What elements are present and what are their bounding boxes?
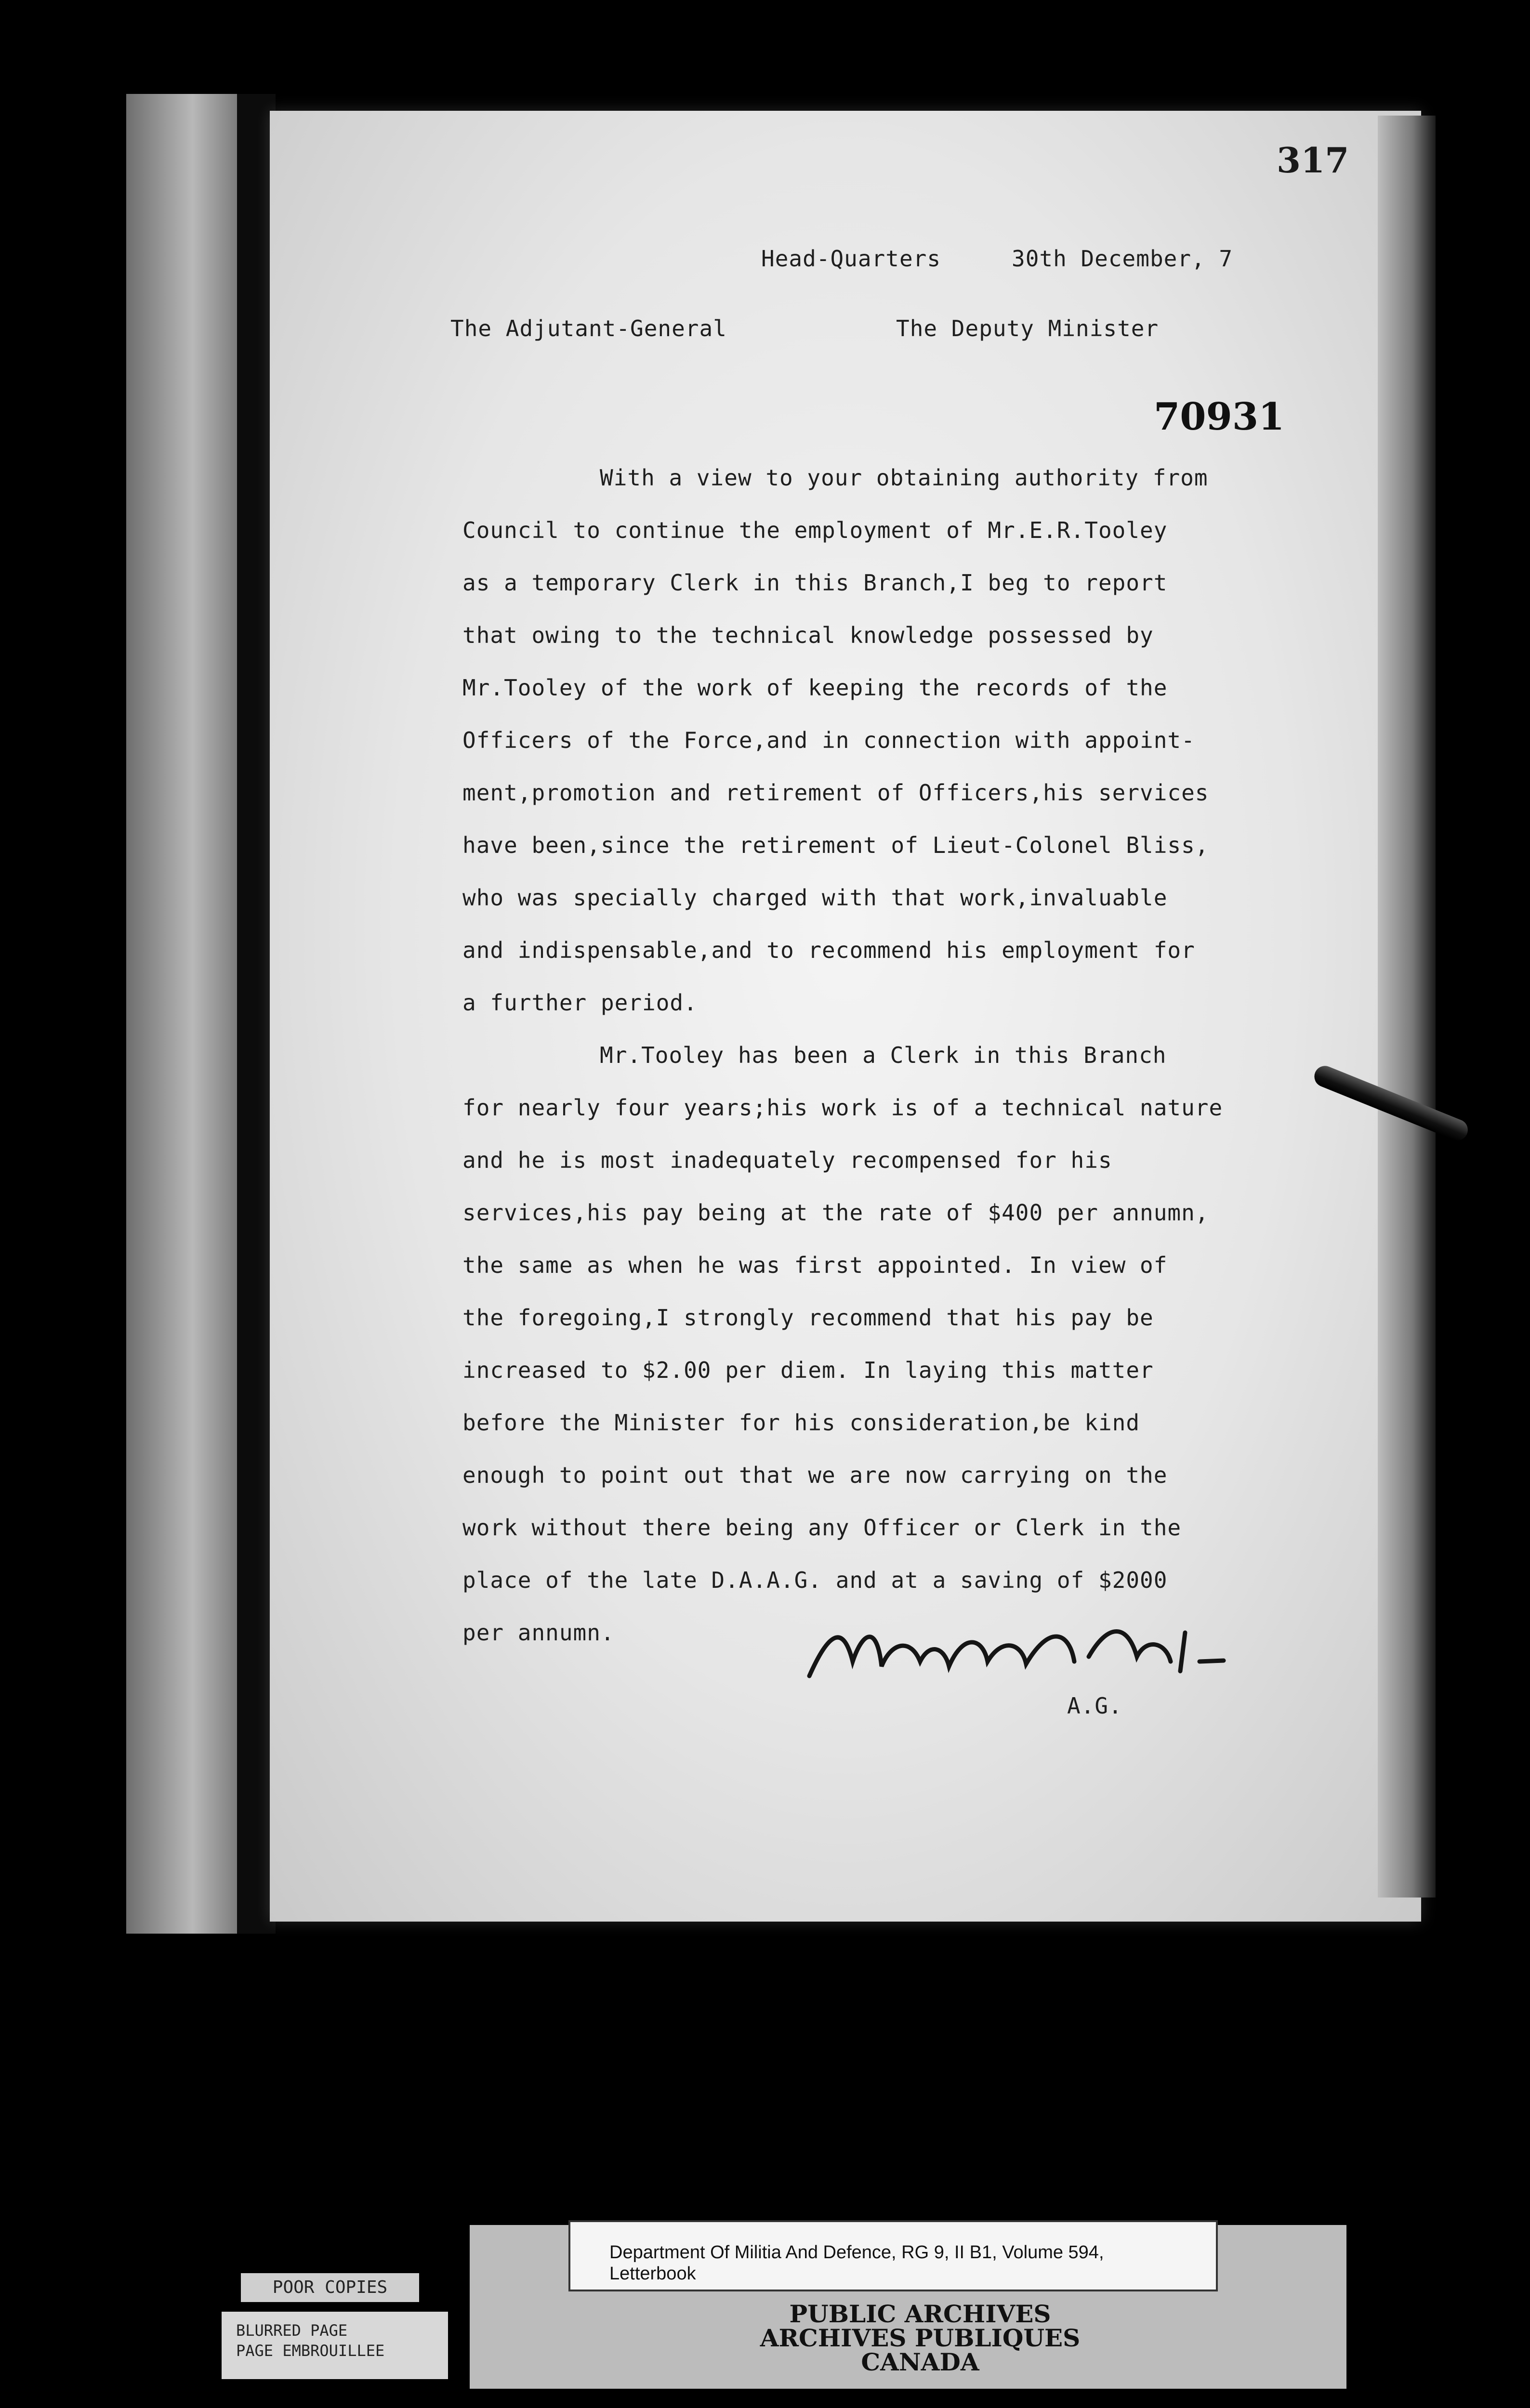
poor-copies-label: POOR COPIES <box>241 2273 419 2302</box>
body-line: enough to point out that we are now carrying on the <box>462 1462 1168 1488</box>
body-line: services,his pay being at the rate of $400 per annumn, <box>462 1200 1209 1226</box>
body-line: before the Minister for his consideration,be kind <box>462 1410 1140 1436</box>
body-line: a further period. <box>462 990 698 1016</box>
archive-label-text <box>609 2242 1104 2284</box>
body-line: and indispensable,and to recommend his employment for <box>462 937 1195 963</box>
body-line: per annumn. <box>462 1620 615 1646</box>
body-line: Council to continue the employment of Mr.E.R.Tooley <box>462 517 1168 543</box>
body-line: for nearly four years;his work is of a technical nature <box>462 1095 1223 1121</box>
body-line: Mr.Tooley has been a Clerk in this Branch <box>600 1042 1167 1068</box>
signature-title: A.G. <box>1067 1693 1122 1719</box>
body-line: have been,since the retirement of Lieut-Colonel Bliss, <box>462 832 1209 858</box>
body-line: place of the late D.A.A.G. and at a saving of $2000 <box>462 1567 1168 1593</box>
blurred-en: BLURRED PAGE <box>236 2321 348 2340</box>
stamp-line1: PUBLIC ARCHIVES <box>789 2300 1051 2328</box>
body-line: Officers of the Force,and in connection with appoint- <box>462 727 1195 753</box>
public-archives-stamp <box>752 2302 1089 2374</box>
adjacent-page-gutter <box>126 94 237 1934</box>
header-to: The Deputy Minister <box>896 315 1159 341</box>
page-edge <box>1378 116 1436 1898</box>
archive-label-line2: Letterbook <box>609 2264 696 2284</box>
body-line: the foregoing,I strongly recommend that his pay be <box>462 1305 1154 1331</box>
blurred-page-label <box>222 2312 448 2379</box>
body-line: the same as when he was first appointed. In view of <box>462 1252 1168 1278</box>
header-origin: Head-Quarters <box>761 246 941 272</box>
body-line: With a view to your obtaining authority from <box>600 465 1208 491</box>
body-line: work without there being any Officer or Clerk in the <box>462 1515 1182 1541</box>
blurred-fr: PAGE EMBROUILLEE <box>236 2342 385 2360</box>
header-from: The Adjutant-General <box>450 315 727 341</box>
body-line: Mr.Tooley of the work of keeping the records of the <box>462 675 1168 701</box>
body-line: who was specially charged with that work,invaluable <box>462 885 1168 911</box>
body-line: as a temporary Clerk in this Branch,I beg to report <box>462 570 1168 596</box>
body-line: ment,promotion and retirement of Officers,his services <box>462 780 1209 806</box>
reference-number: 70931 <box>1154 395 1285 439</box>
body-line: increased to $2.00 per diem. In laying this matter <box>462 1357 1154 1383</box>
header-date: 30th December, 7 <box>1012 246 1233 272</box>
handwritten-signature <box>800 1604 1281 1700</box>
archive-label-line1: Department Of Militia And Defence, RG 9, II B1, Volume 594, <box>609 2242 1104 2263</box>
stamp-line3: CANADA <box>861 2348 979 2376</box>
stamp-line2: ARCHIVES PUBLIQUES <box>760 2324 1081 2352</box>
body-line: that owing to the technical knowledge possessed by <box>462 622 1154 648</box>
body-line: and he is most inadequately recompensed for his <box>462 1147 1112 1173</box>
page-number: 317 <box>1277 140 1349 181</box>
